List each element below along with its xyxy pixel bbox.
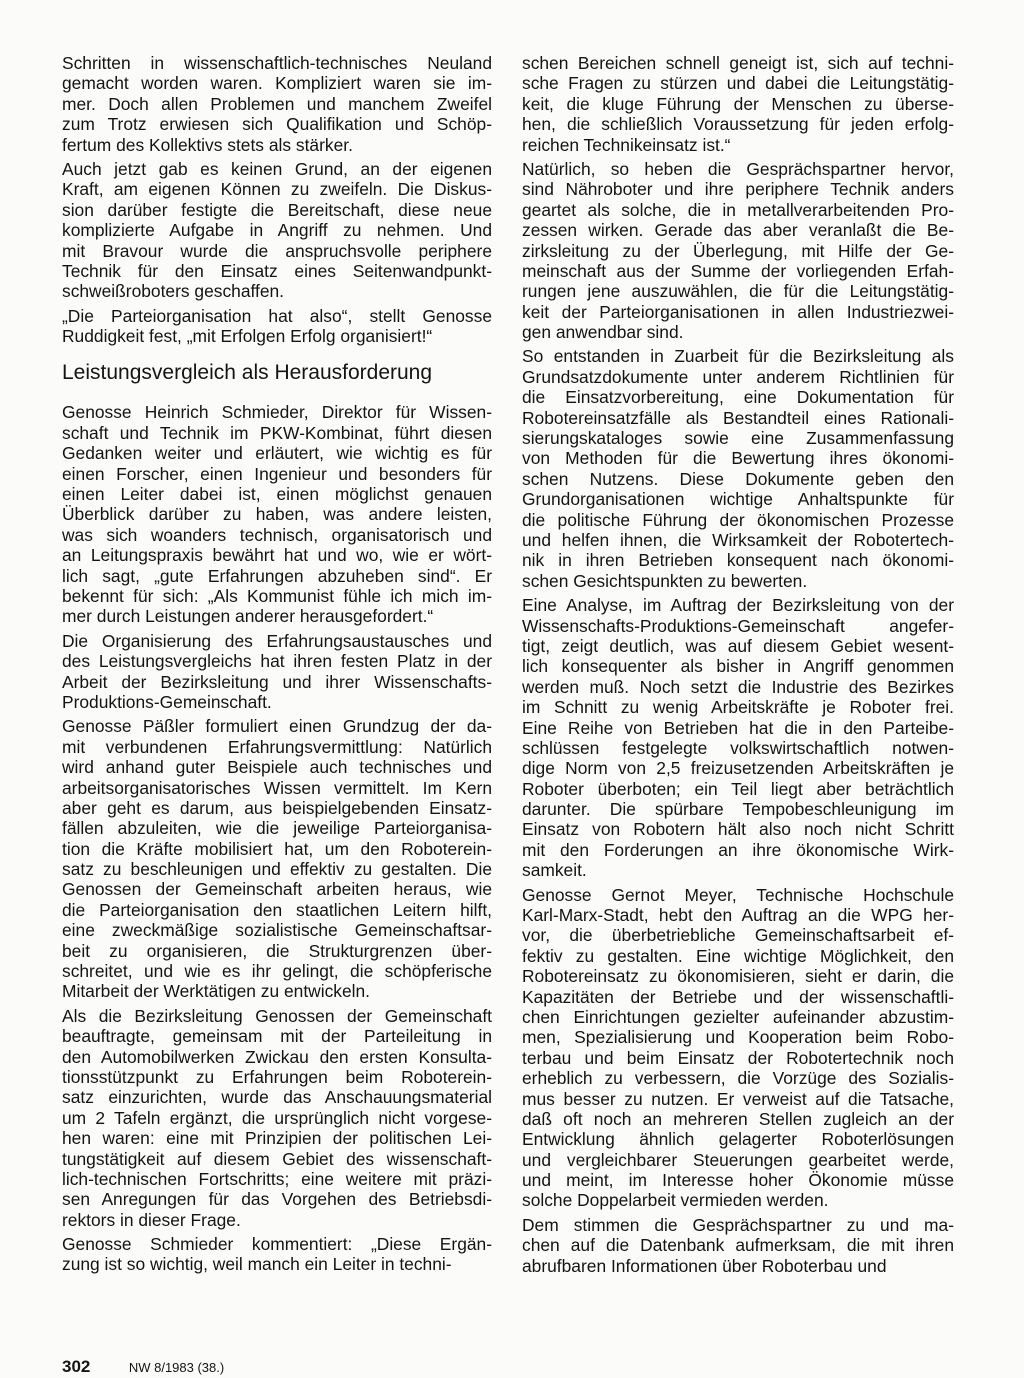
paragraph [62,53,492,155]
text-line: mit Bravour wurde die anspruchsvolle periphere [62,240,492,261]
text-line: mit verbundenen Erfahrungsvermittlung: Natürlich [62,736,492,757]
paragraph [62,306,492,347]
text-line: Karl-Marx-Stadt, hebt den Auftrag an die WPG her- [522,905,954,926]
text-line: zung ist so wichtig, weil manch ein Leiter in techni- [62,1254,452,1275]
text-line: Die Organisierung des Erfahrungsaustausches und [62,630,492,651]
text-line: Genossen der Gemeinschaft arbeiten heraus, wie [62,879,492,900]
text-line: Als die Bezirksleitung Genossen der Gemeinschaft [62,1005,492,1026]
paragraph [522,346,954,591]
text-line: und meint, im Interesse hoher Ökonomie müsse [522,1170,954,1191]
text-line: hen waren: eine mit Prinzipien der politischen Lei- [62,1128,492,1149]
text-line: Kraft, am eigenen Können zu zweifeln. Die Diskus- [62,179,492,200]
text-line: nik in ihren Betrieben konsequent nach ökonomi- [522,550,954,571]
text-line: fertum des Kollektivs stets als stärker. [62,134,353,155]
text-line: schreitet, und wie es ihr gelingt, die schöpferische [62,961,492,982]
text-line: hen, die schließlich Voraussetzung für jeden erfolg- [522,114,954,135]
text-line: die Parteiorganisation den staatlichen Leitern hilft, [62,899,492,920]
text-line: gen anwendbar sind. [522,322,684,343]
text-line: So entstanden in Zuarbeit für die Bezirksleitung als [522,346,954,367]
text-line: geartet als solche, die in metallverarbeitenden Pro- [522,199,954,220]
text-line: werden muß. Noch setzt die Industrie des Bezirkes [522,676,954,697]
text-line: darunter. Die spürbare Tempobeschleunigung im [522,799,954,820]
text-line: Genosse Schmieder kommentiert: „Diese Ergän- [62,1234,492,1255]
text-line: Robotereinsatzfälle als Bestandteil eines Rationali- [522,407,954,428]
text-line: Robotereinsatz zu ökonomisieren, sieht er darin, die [522,966,954,987]
text-line: Schritten in wissenschaftlich-technisches Neuland [62,53,492,73]
text-line: um 2 Tafeln ergänzt, die ursprünglich nicht vorgese- [62,1107,492,1128]
text-line: chen Einrichtungen gezielter aufeinander abzustim- [522,1006,954,1027]
text-line: „Die Parteiorganisation hat also“, stellt Genosse [62,305,492,326]
right-column [522,53,954,1280]
text-line: mus besser zu nutzen. Er verweist auf die Tatsache, [522,1088,954,1109]
text-line: terbau und beim Einsatz der Robotertechnik noch [522,1047,954,1068]
text-line: Grundsatzdokumente unter anderem Richtlinien für [522,366,954,387]
text-line: sion darüber festigte die Bereitschaft, diese neue [62,199,492,220]
text-line: keit der Parteiorganisationen in allen Industriezwei- [522,301,954,322]
text-line: Wissenschafts-Produktions-Gemeinschaft angefer- [522,615,954,636]
text-line: an Leitungspraxis bewährt hat und wo, wie er wört- [62,545,492,566]
text-line: Einsatz von Robotern hält also noch nicht Schritt [522,819,954,840]
text-line: einen Forscher, einen Ingenieur und besonders für [62,463,492,484]
text-line: sche Fragen zu stürzen und dabei die Leitungstätig- [522,73,954,94]
paragraph [62,1006,492,1230]
paragraph [62,716,492,1001]
page-footer [62,1357,224,1377]
text-line: Kapazitäten der Betriebe und der wissenschaftli- [522,986,954,1007]
text-line: mit den Forderungen an ihre ökonomische Wirk- [522,839,954,860]
text-line: Natürlich, so heben die Gesprächspartner hervor, [522,158,954,179]
text-line: tungstätigkeit auf diesem Gebiet des wissenschaft- [62,1148,492,1169]
text-line: aber geht es darum, aus beispielgebenden Einsatz- [62,797,492,818]
text-line: keit, die kluge Führung der Menschen zu überse- [522,93,954,114]
text-line: rektors in dieser Frage. [62,1209,241,1230]
text-line: vor, die überbetriebliche Gemeinschaftsarbeit ef- [522,925,954,946]
paragraph [522,595,954,880]
text-line: sind Nähroboter und ihre periphere Technik anders [522,179,954,200]
text-line: Produktions-Gemeinschaft. [62,691,272,712]
text-line: Eine Reihe von Betrieben hat die in den Parteibe- [522,717,954,738]
text-line: erheblich zu verbessern, die Vorzüge des Sozialis- [522,1068,954,1089]
text-line: Eine Analyse, im Auftrag der Bezirksleitung von der [522,595,954,616]
text-line: chen auf die Datenbank aufmerksam, die mit ihren [522,1235,954,1256]
text-line: lich konsequenter als bisher in Angriff genommen [522,656,954,677]
text-line: Genosse Heinrich Schmieder, Direktor für Wissen- [62,402,492,423]
paragraph [62,159,492,302]
page-number: 302 [62,1357,91,1376]
text-line: die Einsatzvorbereitung, eine Dokumentation für [522,387,954,408]
left-paragraphs-before-heading [62,53,492,346]
text-line: fektiv zu gestalten. Eine wichtige Möglichkeit, den [522,945,954,966]
text-line: mer durch Leistungen anderer herausgefordert.“ [62,606,434,627]
paragraph [522,53,954,155]
text-line: arbeitsorganisatorisches Wissen vermittelt. Im Kern [62,777,492,798]
text-line: beit zu organisieren, die Strukturgrenzen über- [62,940,492,961]
text-line: die politische Führung der ökonomischen Prozesse [522,509,954,530]
text-line: lich-technischen Fortschritts; eine weitere mit präzi- [62,1168,492,1189]
text-line: Auch jetzt gab es keinen Grund, an der eigenen [62,158,492,179]
issue-reference: NW 8/1983 (38.) [128,1360,225,1375]
text-line: schaft und Technik im PKW-Kombinat, führt diesen [62,422,492,443]
text-line: wird anhand guter Beispiele auch technisches und [62,757,492,778]
text-line: Genosse Gernot Meyer, Technische Hochschule [522,884,954,905]
text-line: Genosse Päßler formuliert einen Grundzug der da- [62,716,492,737]
text-line: rungen jene auszuwählen, die für die Leitungstätig- [522,281,954,302]
text-line: men, Spezialisierung und Kooperation beim Robo- [522,1027,954,1048]
text-line: was sich woanders technisch, organisatorisch und [62,524,492,545]
right-paragraphs [522,53,954,1276]
text-line: den Automobilwerken Zwickau den ersten Konsulta- [62,1046,492,1067]
text-line: bekennt für sich: „Als Kommunist fühle ich mich im- [62,585,492,606]
text-line: dige Norm von 2,5 freizusetzenden Arbeitskräften je [522,758,954,779]
paragraph [62,402,492,626]
paragraph [522,159,954,343]
text-line: Arbeit der Bezirksleitung und ihrer Wissenschafts- [62,671,492,692]
text-line: und helfen ihnen, die Wirksamkeit der Robotertech- [522,529,954,550]
text-line: zum Trotz erwiesen sich Qualifikation und Schöp- [62,114,492,135]
paragraph [62,1234,492,1275]
text-line: komplizierte Aufgabe in Angriff zu nehmen. Und [62,220,492,241]
paragraph [522,885,954,1211]
text-line: und vergleichbarer Steuerungen gearbeitet werde, [522,1149,954,1170]
text-line: mer. Doch allen Problemen und manchem Zweifel [62,93,492,114]
text-line: schen Bereichen schnell geneigt ist, sich auf techni- [522,53,954,73]
text-line: eine zweckmäßige sozialistische Gemeinschaftsar- [62,920,492,941]
text-line: zessen wirken. Gerade das aber veranlaßt die Be- [522,220,954,241]
text-line: Technik für den Einsatz eines Seitenwandpunkt- [62,260,492,281]
text-line: im Schnitt zu wenig Arbeitskräfte je Roboter frei. [522,697,954,718]
text-line: lich sagt, „gute Erfahrungen abzuheben sind“. Er [62,565,492,586]
paragraph [522,1215,954,1276]
text-line: Gedanken weiter und erläutert, wie wichtig es für [62,443,492,464]
text-line: Dem stimmen die Gesprächspartner zu und ma- [522,1214,954,1235]
text-line: fällen abzuleiten, wie die jeweilige Parteiorganisa- [62,818,492,839]
left-paragraphs-after-heading [62,402,492,1274]
section-heading: Leistungsvergleich als Herausforderung [62,361,433,385]
text-line: sen Anregungen für das Vorgehen des Betriebsdi- [62,1189,492,1210]
text-line: zirksleitung zu der Überlegung, mit Hilfe der Ge- [522,240,954,261]
text-line: Entwicklung ähnlich gelagerter Roboterlösungen [522,1129,954,1150]
text-line: Grundorganisationen wichtige Anhaltspunkte für [522,489,954,510]
text-line: samkeit. [522,860,587,881]
text-line: gemacht worden waren. Kompliziert waren sie im- [62,73,492,94]
text-line: abrufbaren Informationen über Roboterbau und [522,1255,887,1276]
text-line: solche Doppelarbeit vermieden werden. [522,1190,829,1211]
text-line: des Leistungsvergleichs hat ihren festen Platz in der [62,651,492,672]
text-line: schweißroboters geschaffen. [62,281,285,302]
text-line: schen Nutzens. Diese Dokumente geben den [522,468,954,489]
left-column [62,53,492,1279]
text-line: beauftragte, gemeinsam mit der Parteileitung in [62,1026,492,1047]
text-line: sierungskataloges sowie eine Zusammenfassung [522,428,954,449]
text-line: schen Gesichtspunkten zu bewerten. [522,570,808,591]
text-line: Mitarbeit der Werktätigen zu entwickeln. [62,981,371,1002]
text-line: Roboter überboten; ein Teil liegt aber beträchtlich [522,778,954,799]
text-line: satz einzurichten, wurde das Anschauungsmaterial [62,1087,492,1108]
text-line: Ruddigkeit fest, „mit Erfolgen Erfolg organisiert!“ [62,326,433,347]
paragraph [62,631,492,713]
text-line: meinschaft aus der Summe der vorliegenden Erfah- [522,260,954,281]
text-line: tigt, zeigt deutlich, was auf diesem Gebiet wesent- [522,635,954,656]
text-line: satz zu beschleunigen und effektiv zu gestalten. Die [62,859,492,880]
text-line: schlüssen festgelegte volkswirtschaftlich notwen- [522,737,954,758]
text-line: Überblick darüber zu haben, was andere leisten, [62,504,492,525]
text-line: tionsstützpunkt zu Erfahrungen beim Roboterein- [62,1066,492,1087]
text-line: reichen Technikeinsatz ist.“ [522,134,731,155]
text-line: daß oft noch an mehreren Stellen zugleich an der [522,1108,954,1129]
text-line: von Methoden für die Bewertung ihres ökonomi- [522,448,954,469]
text-line: einen Leiter dabei ist, einen möglichst genauen [62,484,492,505]
text-line: tion die Kräfte mobilisiert hat, um den Roboterein- [62,838,492,859]
